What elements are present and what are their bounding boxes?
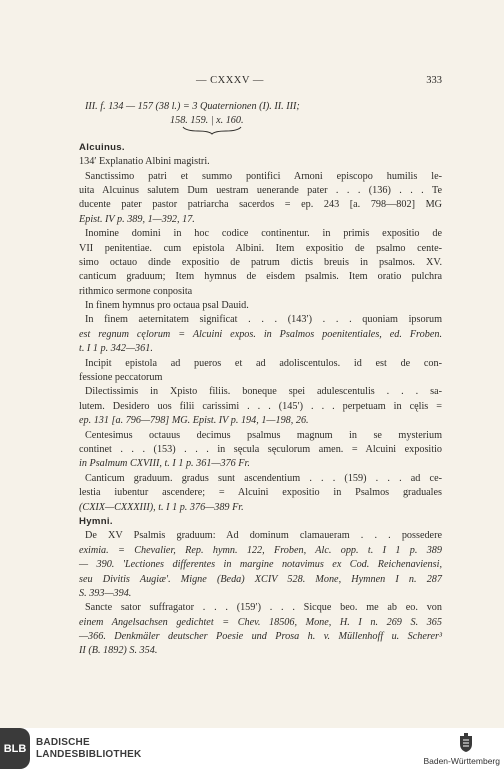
state-label: Baden-Württemberg bbox=[423, 756, 500, 766]
running-head-title: — CXXXV — bbox=[196, 75, 264, 86]
text-line: S. 393—394. bbox=[79, 587, 132, 599]
text-line: canticum graduum; Item hymnus de eisdem psalmis. Item oratio pulchra bbox=[79, 271, 442, 283]
text-line: seu Divitis Augiæ'. Migne (Beda) XCIV 528. Mone, Hymnen I n. 287 bbox=[79, 573, 442, 585]
text-line: Epist. IV p. 389, 1—392, 17. bbox=[79, 213, 195, 225]
text-line: II (B. 1892) S. 354. bbox=[79, 645, 158, 657]
library-name-line1: BADISCHE bbox=[36, 737, 90, 748]
text-line: uita Alcuinus salutem Dum uestram uenerande pater . . . (136) . . . Te bbox=[79, 184, 442, 196]
text-line: ep. 131 [a. 796—798] MG. Epist. IV p. 194, 1—198, 26. bbox=[79, 415, 309, 427]
blb-logo: BLB bbox=[0, 728, 30, 769]
text-line: fessione peccatorum bbox=[79, 372, 163, 384]
text-line: lestia iubentur ascendere; = Alcuini expositio in Psalmos graduales bbox=[79, 487, 442, 499]
section-heading: Alcuinus. bbox=[79, 141, 125, 153]
text-line: in Psalmum CXVIII, t. I 1 p. 361—376 Fr. bbox=[79, 458, 250, 470]
text-line: simo octauo dinde expositio de patrum dictis breuis in psalmos. XV. bbox=[79, 256, 442, 268]
library-footer bbox=[0, 728, 504, 769]
text-line: ducente pater pastor patriarcha sacerdos = ep. 243 [a. 798—802] MG bbox=[79, 199, 442, 211]
text-line: 134′ Explanatio Albini magistri. bbox=[79, 156, 210, 168]
text-line: In finem hymnus pro octaua psal Dauid. bbox=[85, 300, 249, 312]
library-name bbox=[36, 737, 141, 761]
baden-wuerttemberg-crest-icon bbox=[458, 733, 474, 753]
text-line: — 390. 'Lectiones differentes in margine notavimus ex Cod. Reichenaviensi, bbox=[79, 559, 442, 571]
text-line: De XV Psalmis graduum: Ad dominum clamaueram . . . possedere bbox=[85, 530, 442, 542]
text-line: Sancte sator suffragator . . . (159′) . . . Sicque beo. me ab eo. von bbox=[85, 602, 442, 614]
text-line: III. f. 134 — 157 (38 l.) = 3 Quaternionen (I). II. III; bbox=[85, 101, 300, 112]
text-line: Sanctissimo patri et summo pontifici Arnoni episcopo humilis le- bbox=[85, 170, 442, 182]
text-line: t. I 1 p. 342—361. bbox=[79, 343, 153, 355]
text-line: eximia. = Chevalier, Rep. hymn. 122, Froben, Alc. opp. t. I 1 p. 389 bbox=[79, 544, 442, 556]
page-number: 333 bbox=[426, 75, 442, 86]
text-line: (CXIX—CXXXIII), t. I 1 p. 376—389 Fr. bbox=[79, 501, 244, 513]
catalogue-entry bbox=[79, 100, 442, 659]
text-line: rithmico sermone conposita bbox=[79, 285, 193, 297]
text-line: Centesimus octauus decimus psalmus magnum in se mysterium bbox=[85, 429, 442, 441]
text-line: Dilectissimis in Xpisto filiis. boneque spei adulescentulis . . . sa- bbox=[85, 386, 442, 398]
text-line: Canticum graduum. gradus sunt ascendentium . . . (159) . . . ad ce- bbox=[85, 472, 442, 484]
running-head bbox=[79, 74, 442, 88]
text-line: lutem. Desidero uos filii carissimi . . . (145′) . . . perpetuam in cęlis = bbox=[79, 400, 442, 412]
text-line: In finem aeternitatem significat . . . (143′) . . . quoniam ipsorum bbox=[85, 314, 442, 326]
text-line: Incipit epistola ad pueros et ad adoliscentulos. id est de con- bbox=[85, 357, 442, 369]
text-line: —366. Denkmäler deutscher Poesie und Prosa h. v. Müllenhoff u. Scherer³ bbox=[79, 631, 442, 643]
section-heading: Hymni. bbox=[79, 515, 113, 527]
text-line: VII penitentiae. cum epistola Albini. Item expositio de psalmo cente- bbox=[79, 242, 442, 254]
library-name-line2: LANDESBIBLIOTHEK bbox=[36, 749, 142, 760]
text-line: einem Angelsachsen gedichtet = Chev. 18506, Mone, H. I n. 269 S. 365 bbox=[79, 616, 442, 628]
text-line: 158. 159. | x. 160. bbox=[170, 115, 244, 127]
text-line: est regnum cęlorum = Alcuini expos. in Psalmos poenitentiales, ed. Froben. bbox=[79, 328, 442, 340]
text-line: Inomine domini in hoc codice continentur. in primis expositio de bbox=[85, 228, 442, 240]
text-line: continet . . . (153) . . . in sęcula sęculorum amen. = Alcuini expositio bbox=[79, 443, 442, 455]
